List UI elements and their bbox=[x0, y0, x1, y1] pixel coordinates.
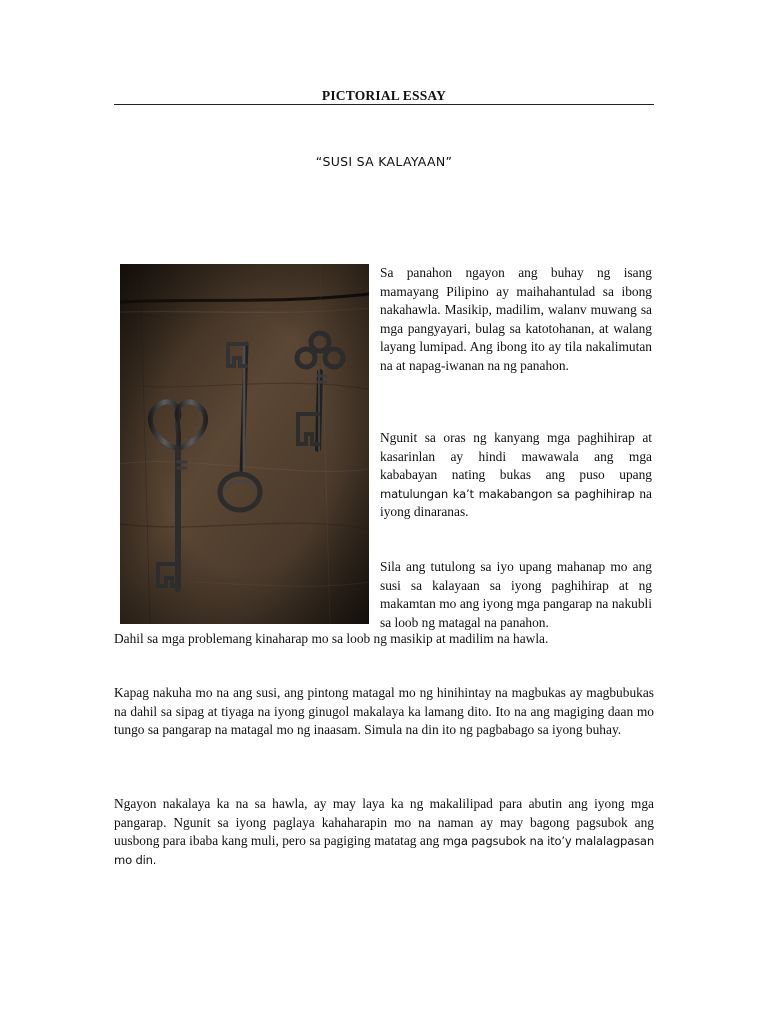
heading-rule bbox=[114, 104, 654, 105]
paragraph-3-continuation: Dahil sa mga problemang kinaharap mo sa loob ng masikip at madilim na hawla. bbox=[114, 631, 549, 646]
paragraph-2-part-b: matulungan ka’t makabangon sa paghihirap bbox=[380, 486, 635, 501]
keys-photo bbox=[120, 264, 369, 624]
paragraph-1: Sa panahon ngayon ang buhay ng isang mamayang Pilipino ay maihahantulad sa ibong nakahawla. Masikip, madilim, walanv muwang sa mga pangyayari, bulag sa katotohanan, at walang layang lumipad. Ang ibong ito ay tila nakalimutan na at napag-iwanan na ng panahon. bbox=[380, 265, 652, 373]
paragraph-5 bbox=[114, 795, 654, 869]
paragraph-2 bbox=[380, 429, 652, 522]
paragraph-5-part-a: Ngayon nakalaya ka na sa hawla, ay may laya ka ng makalilipad para abutin ang iyong mga pangarap. Ngunit sa iyong paglaya kahaharapin mo na naman ay may bagong pagsubok ang uusbong para ibaba kang muli, pero sa pagiging matatag ang bbox=[114, 796, 654, 848]
document-heading: PICTORIAL ESSAY bbox=[321, 88, 447, 103]
paragraph-2-part-c: na iyong dinaranas. bbox=[380, 485, 652, 519]
essay-title: “SUSI SA KALAYAAN” bbox=[315, 154, 453, 169]
paragraph-4: Kapag nakuha mo na ang susi, ang pintong matagal mo ng hinihintay na magbukas ay magbubukas na dahil sa sipag at tiyaga na iyong ginugol makalaya ka lamang dito. Ito na ang magiging daan mo tungo sa pangarap na matagal mo ng inaasam. Simula na din ito ng pagbabago sa iyong buhay. bbox=[114, 685, 654, 737]
paragraph-3: Sila ang tutulong sa iyo upang mahanap mo ang susi sa kalayaan sa iyong paghihirap at ng makamtan mo ang iyong mga pangarap na nakubli sa loob ng matagal na panahon. bbox=[380, 559, 652, 630]
paragraph-5-part-b: mga pagsubok na ito’y malalagpasan mo din. bbox=[114, 834, 654, 867]
paragraph-2-part-a: Ngunit sa oras ng kanyang mga paghihirap at kasarinlan ay hindi mawawala ang mga kababayan nating bukas ang puso upang bbox=[380, 430, 652, 482]
